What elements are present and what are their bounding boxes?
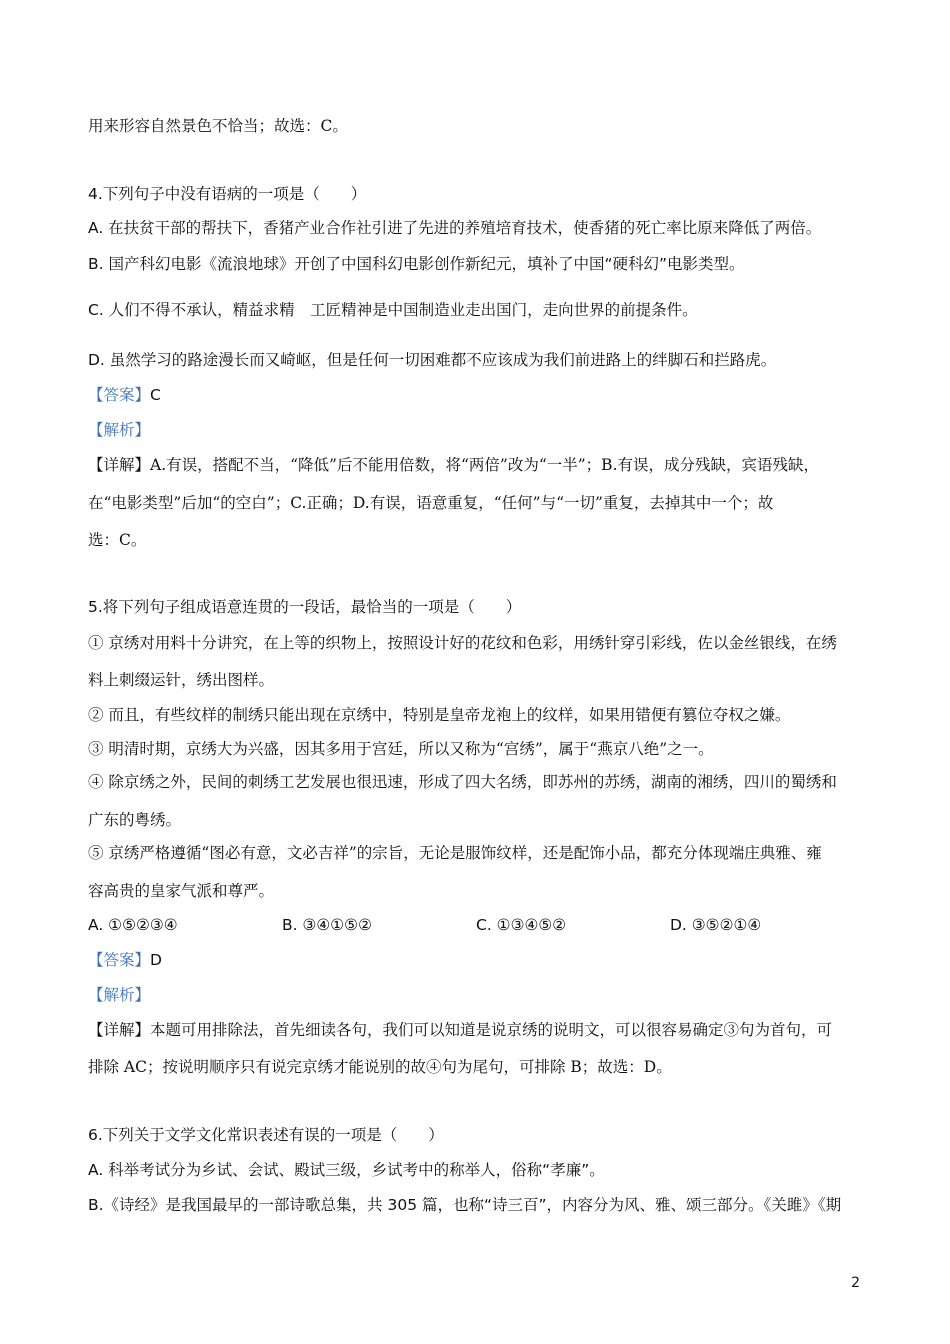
question-4-answer xyxy=(88,384,161,406)
question-4-stem: 4.下列句子中没有语病的一项是（ ） xyxy=(88,185,367,203)
answer-tag: 【答案】 xyxy=(88,386,151,404)
question-5-sentence-4b: 广东的粤绣。 xyxy=(88,811,182,829)
question-6-option-a: A. 科举考试分为乡试、会试、殿试三级，乡试考中的称举人，俗称“孝廉”。 xyxy=(88,1161,605,1179)
question-4-detail-line-2: 在“电影类型”后加“的空白”；C.正确；D.有误，语意重复，“任何”与“一切”重复，去掉其中一个；故 xyxy=(88,494,774,512)
question-5-sentence-1a: ① 京绣对用料十分讲究，在上等的织物上，按照设计好的花纹和色彩，用绣针穿引彩线，佐以金丝银线，在绣 xyxy=(88,634,837,652)
question-5-sentence-2: ② 而且，有些纹样的制绣只能出现在京绣中，特别是皇帝龙袍上的纹样，如果用错便有篡位夺权之嫌。 xyxy=(88,706,791,724)
answer-value: D xyxy=(150,951,162,969)
question-5-answer xyxy=(88,949,162,971)
detail-text: A.有误，搭配不当，“降低”后不能用倍数，将“两倍”改为“一半”；B.有误，成分残缺，宾语残缺， xyxy=(150,456,820,474)
question-5-option-b: B. ③④①⑤② xyxy=(282,916,372,934)
question-4-option-a: A. 在扶贫干部的帮扶下，香猪产业合作社引进了先进的养殖培育技术，使香猪的死亡率比原来降低了两倍。 xyxy=(88,219,822,237)
question-5-sentence-5a: ⑤ 京绣严格遵循“图必有意，文必吉祥”的宗旨，无论是服饰纹样，还是配饰小品，都充分体现端庄典雅、雍 xyxy=(88,844,822,862)
question-4-analysis-tag: 【解析】 xyxy=(88,421,151,439)
question-5-option-c: C. ①③④⑤② xyxy=(476,916,567,934)
question-5-analysis-tag: 【解析】 xyxy=(88,986,151,1004)
question-5-option-d: D. ③⑤②①④ xyxy=(670,916,762,934)
question-5-detail-line-1 xyxy=(88,1019,832,1041)
question-5-sentence-5b: 容高贵的皇家气派和尊严。 xyxy=(88,882,275,900)
question-6-stem: 6.下列关于文学文化常识表述有误的一项是（ ） xyxy=(88,1126,444,1144)
answer-tag: 【答案】 xyxy=(88,951,151,969)
answer-value: C xyxy=(150,386,161,404)
question-5-option-a: A. ①⑤②③④ xyxy=(88,916,178,934)
question-4-option-d: D. 虽然学习的路途漫长而又崎岖，但是任何一切困难都不应该成为我们前进路上的绊脚石和拦路虎。 xyxy=(88,351,777,369)
question-4-detail-line-1 xyxy=(88,454,819,476)
question-4-option-c: C. 人们不得不承认，精益求精 工匠精神是中国制造业走出国门，走向世界的前提条件。 xyxy=(88,301,698,319)
question-5-sentence-3: ③ 明清时期，京绣大为兴盛，因其多用于宫廷，所以又称为“宫绣”，属于“燕京八绝”之一。 xyxy=(88,740,714,758)
question-4-option-b: B. 国产科幻电影《流浪地球》开创了中国科幻电影创作新纪元，填补了中国“硬科幻”电影类型。 xyxy=(88,255,745,273)
detail-tag: 【详解】 xyxy=(88,1021,151,1039)
question-6-option-b: B.《诗经》是我国最早的一部诗歌总集，共 305 篇，也称“诗三百”，内容分为风、雅、颂三部分。《关雎》《期 xyxy=(88,1196,842,1214)
question-5-sentence-4a: ④ 除京绣之外，民间的刺绣工艺发展也很迅速，形成了四大名绣，即苏州的苏绣，湖南的湘绣，四川的蜀绣和 xyxy=(88,773,837,791)
prev-answer-tail: 用来形容自然景色不恰当；故选：C。 xyxy=(88,117,348,135)
question-5-sentence-1b: 料上刺缀运针，绣出图样。 xyxy=(88,671,275,689)
question-5-detail-line-2: 排除 AC；按说明顺序只有说完京绣才能说别的故④句为尾句，可排除 B；故选：D。 xyxy=(88,1058,672,1076)
detail-text: 本题可用排除法，首先细读各句，我们可以知道是说京绣的说明文，可以很容易确定③句为首句，可 xyxy=(150,1021,833,1039)
page-number: 2 xyxy=(851,1275,860,1291)
question-5-stem: 5.将下列句子组成语意连贯的一段话，最恰当的一项是（ ） xyxy=(88,598,522,616)
detail-tag: 【详解】 xyxy=(88,456,151,474)
question-4-detail-line-3: 选：C。 xyxy=(88,531,147,549)
